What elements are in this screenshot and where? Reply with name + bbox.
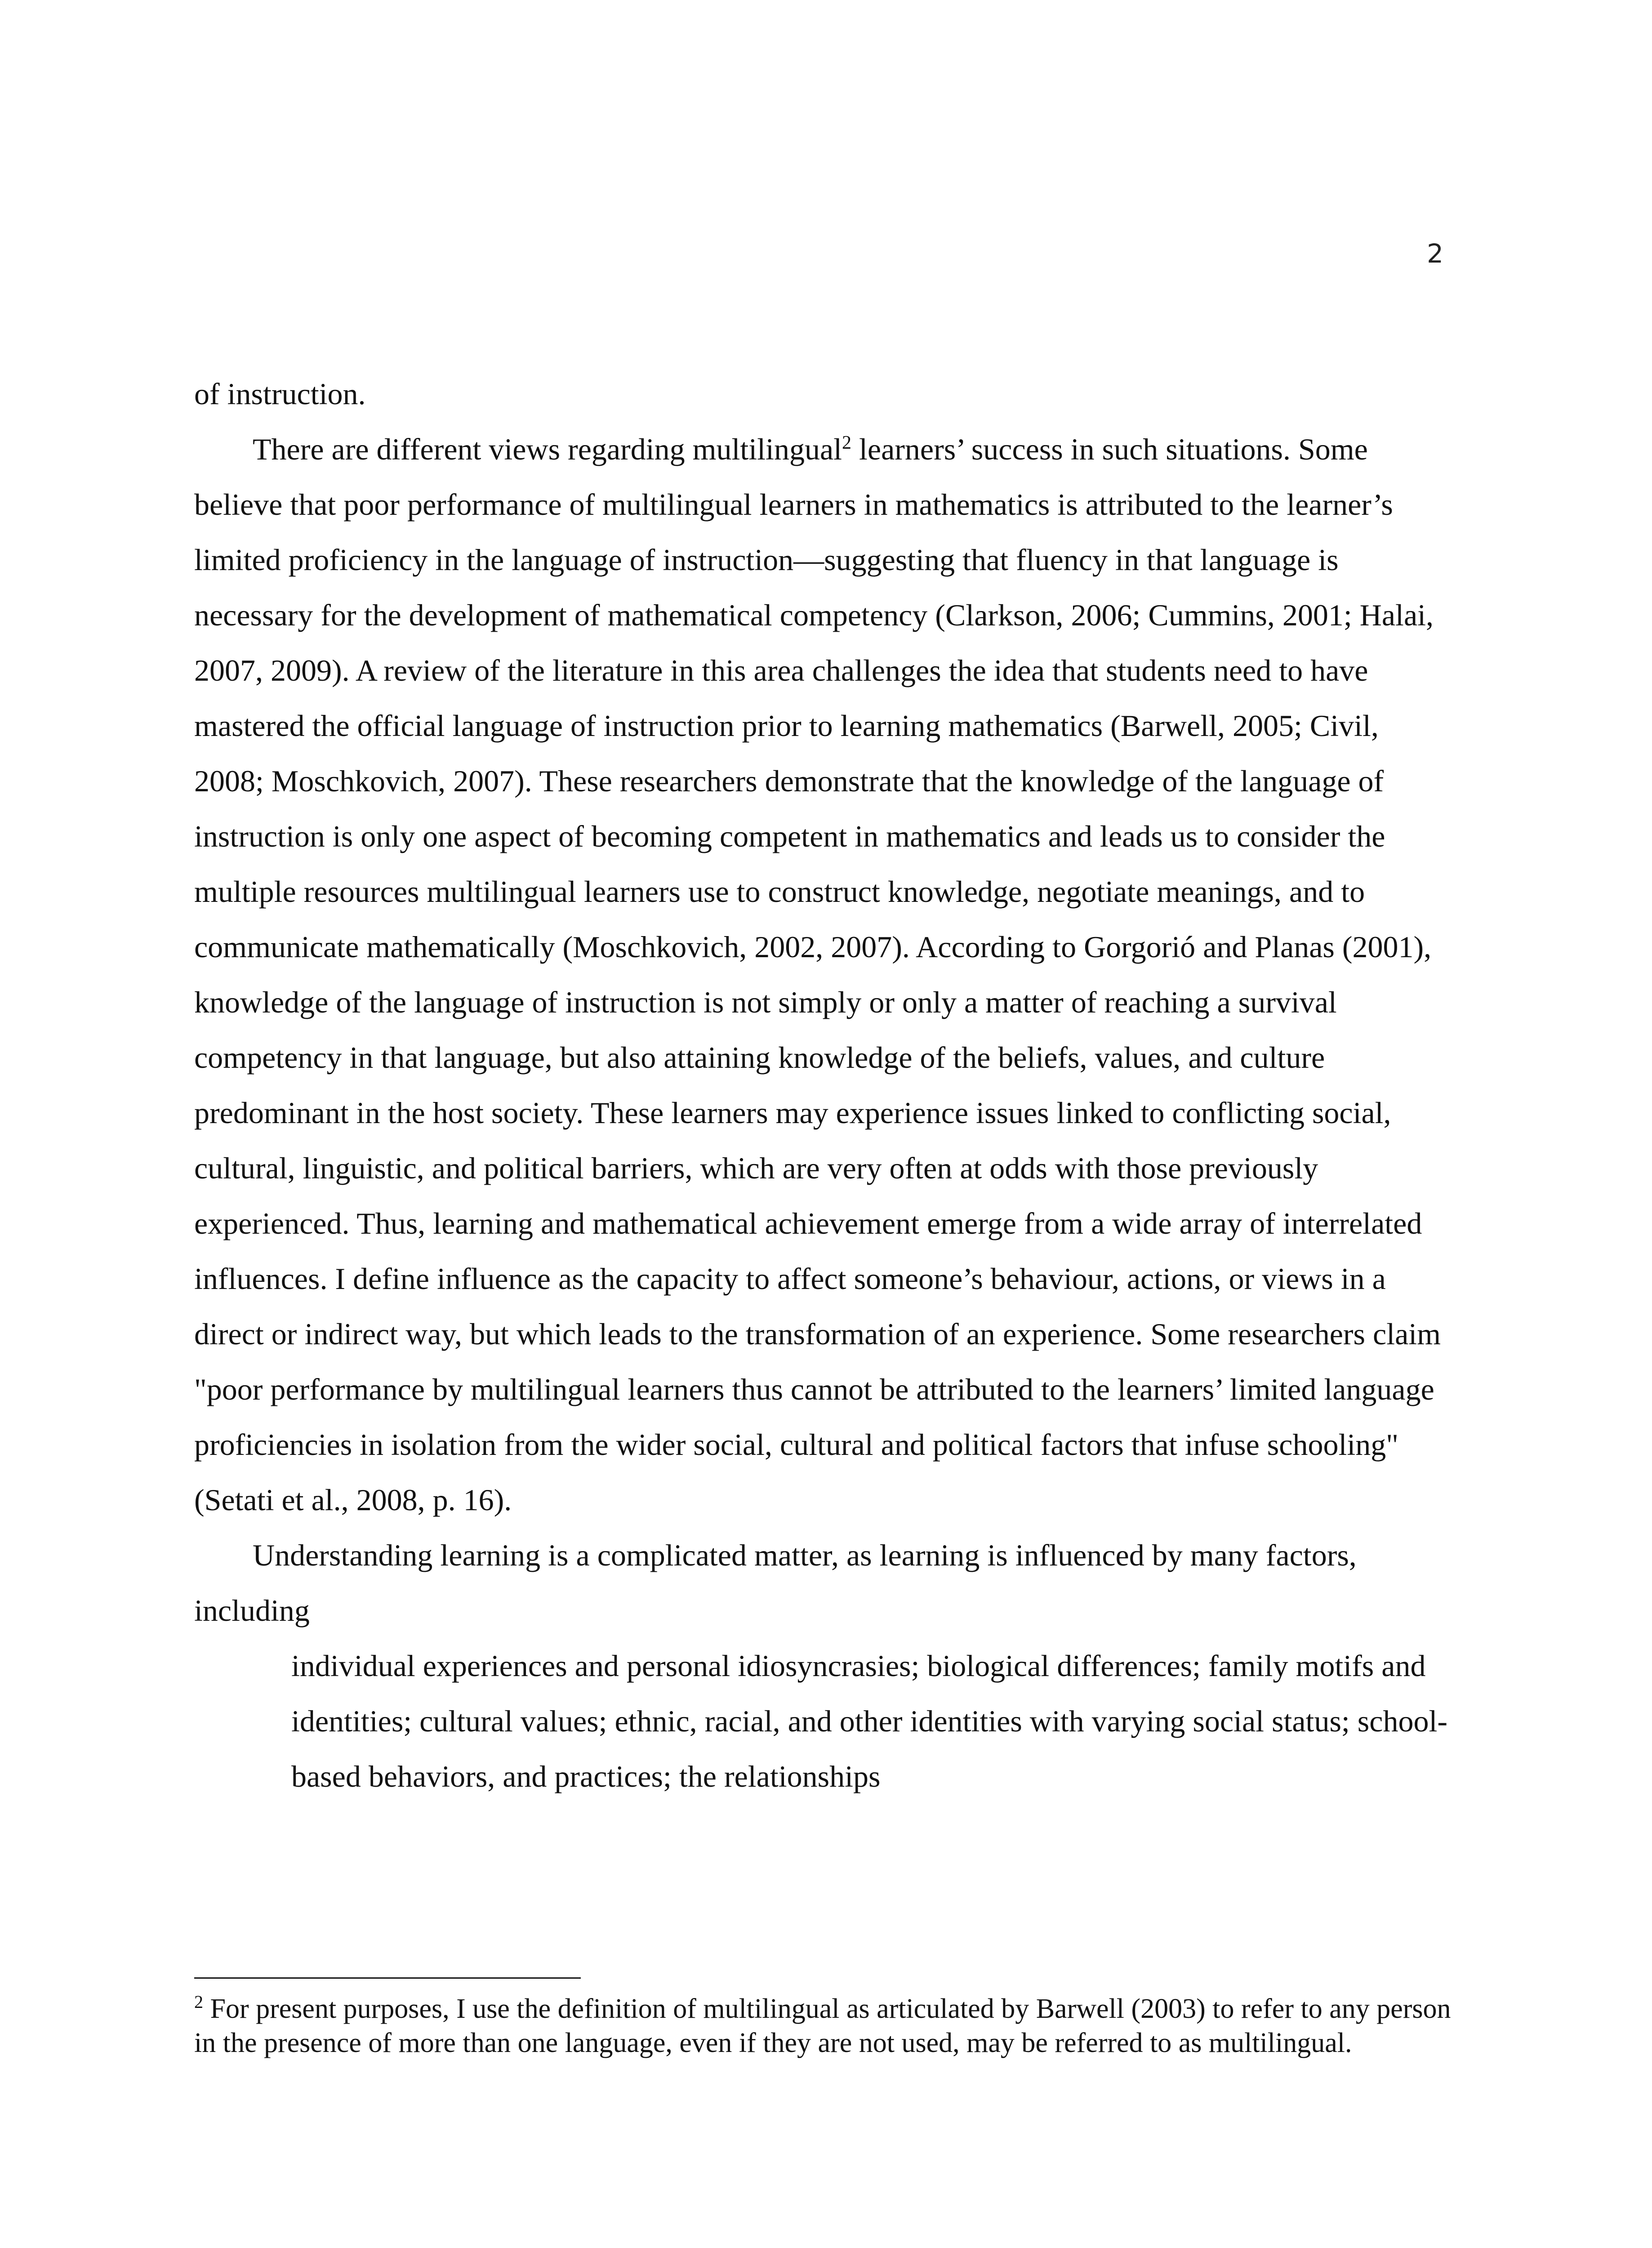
continuation-line: of instruction. (194, 377, 366, 411)
footnote-text: For present purposes, I use the definition of multilingual as articulated by Barwell (2003) to refer to any person in the presence of more than one language, even if they are not used, may be referred to as multilingual. (194, 1994, 1451, 2058)
footnote (194, 1992, 1453, 2060)
page-number: 2 (1427, 238, 1443, 269)
body-text (194, 366, 1453, 1804)
paragraph-understanding-learning: Understanding learning is a complicated matter, as learning is influenced by many factors, including (194, 1538, 1357, 1628)
paragraph-multilingual-views (194, 422, 1453, 1528)
footnote-reference[interactable]: 2 (842, 433, 852, 453)
footnote-marker: 2 (194, 1992, 203, 2012)
footnote-separator (194, 1977, 581, 1979)
paragraph-text-start: There are different views regarding multilingual (253, 432, 842, 466)
paragraph-text-end: learners’ success in such situations. Some believe that poor performance of multilingual learners in mathematics is attributed to the learner’s limited proficiency in the language of instruction—suggesting that fluency in that language is necessary for the development of mathematical competency (Clarkson, 2006; Cummins, 2001; Halai, 2007, 2009). A review of the literature in this area challenges the idea that students need to have mastered the official language of instruction prior to learning mathematics (Barwell, 2005; Civil, 2008; Moschkovich, 2007). These researchers demonstrate that the knowledge of the language of instruction is only one aspect of becoming competent in mathematics and leads us to consider the multiple resources multilingual learners use to construct knowledge, negotiate meanings, and to communicate mathematically (Moschkovich, 2002, 2007). According to Gorgorió and Planas (2001), knowledge of the language of instruction is not simply or only a matter of reaching a survival competency in that language, but also attaining knowledge of the beliefs, values, and culture predominant in the host society. These learners may experience issues linked to conflicting social, cultural, linguistic, and political barriers, which are very often at odds with those previously experienced. Thus, learning and mathematical achievement emerge from a wide array of interrelated influences. I define influence as the capacity to affect someone’s behaviour, actions, or views in a direct or indirect way, but which leads to the transformation of an experience. Some researchers claim "poor performance by multilingual learners thus cannot be attributed to the learners’ limited language proficiencies in isolation from the wider social, cultural and political factors that infuse schooling" (Setati et al., 2008, p. 16). (194, 432, 1441, 1517)
block-quote: individual experiences and personal idiosyncrasies; biological differences; family motifs and identities; cultural values; ethnic, racial, and other identities with varying social status; school-based behaviors, and practices; the relationships (291, 1649, 1447, 1793)
